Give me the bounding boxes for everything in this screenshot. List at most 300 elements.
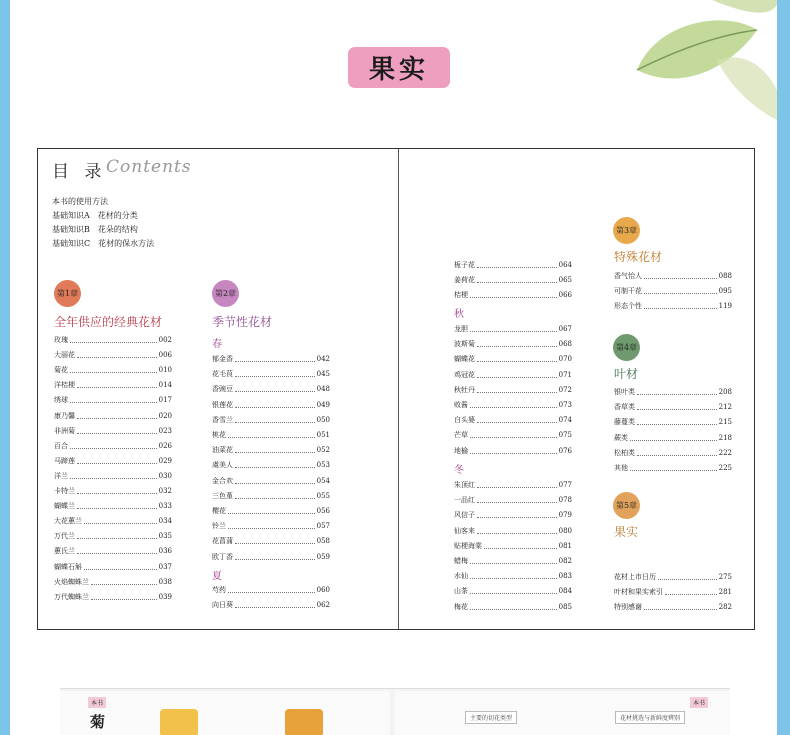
leader-dots bbox=[77, 424, 157, 434]
toc-entry-page: 119 bbox=[718, 302, 732, 311]
leader-dots bbox=[235, 398, 315, 408]
toc-entry-page: 078 bbox=[558, 496, 572, 505]
toc-entry-name: 白头婆 bbox=[454, 416, 475, 425]
leader-dots bbox=[77, 454, 157, 464]
leader-dots bbox=[70, 469, 157, 479]
book-preview-strip bbox=[60, 688, 730, 735]
leader-dots bbox=[470, 569, 557, 579]
toc-entry bbox=[454, 493, 572, 508]
leader-dots bbox=[70, 393, 157, 403]
toc-entry-page: 058 bbox=[316, 537, 330, 546]
toc-entry bbox=[614, 415, 732, 430]
intro-line: 基础知识A 花材的分类 bbox=[52, 211, 138, 220]
toc-entry bbox=[454, 288, 572, 303]
leader-dots bbox=[477, 258, 557, 268]
toc-entry-page: 052 bbox=[316, 446, 330, 455]
toc-entry-page: 095 bbox=[718, 287, 732, 296]
toc-entry-name: 鸡冠花 bbox=[454, 370, 475, 379]
toc-entry bbox=[212, 398, 330, 413]
toc-entry bbox=[454, 368, 572, 383]
toc-entry bbox=[54, 514, 172, 529]
toc-entry-page: 065 bbox=[558, 276, 572, 285]
leader-dots bbox=[477, 383, 557, 393]
toc-entry bbox=[454, 508, 572, 523]
leader-dots bbox=[70, 363, 157, 373]
leader-dots bbox=[77, 378, 157, 388]
toc-entry-name: 百合 bbox=[54, 441, 68, 450]
toc-entry-page: 071 bbox=[558, 370, 572, 379]
toc-entry-page: 056 bbox=[316, 507, 330, 515]
toc-entry bbox=[54, 363, 172, 378]
toc-entry-page: 075 bbox=[558, 431, 572, 440]
preview-glyph: 菊 bbox=[90, 713, 106, 731]
toc-entry bbox=[614, 461, 732, 476]
leader-dots bbox=[470, 428, 557, 438]
leader-dots bbox=[235, 443, 315, 453]
toc-entry bbox=[454, 352, 572, 367]
toc-entry bbox=[454, 322, 572, 337]
chapter-2-badge: 第2章 bbox=[212, 280, 239, 307]
toc-entry-name: 叶材和果实索引 bbox=[614, 588, 663, 597]
toc-entry bbox=[54, 469, 172, 484]
toc-entry bbox=[212, 534, 330, 549]
toc-entry-page: 050 bbox=[316, 415, 330, 424]
preview-tag: 本书 bbox=[690, 697, 708, 708]
toc-entry-page: 282 bbox=[718, 603, 732, 612]
toc-entry-name: 向日葵 bbox=[212, 601, 233, 610]
leader-dots bbox=[77, 348, 157, 358]
toc-entry bbox=[212, 474, 330, 489]
toc-entry-name: 大花蕙兰 bbox=[54, 517, 82, 526]
preview-tag: 本书 bbox=[88, 697, 106, 708]
toc-entry-page: 074 bbox=[558, 416, 572, 425]
chapter-4-title: 叶材 bbox=[614, 367, 639, 381]
leader-dots bbox=[470, 444, 557, 454]
toc-entry-name: 梅花 bbox=[454, 602, 468, 611]
toc-entry bbox=[614, 269, 732, 284]
toc-entry bbox=[212, 550, 330, 565]
toc-entry-name: 康乃馨 bbox=[54, 411, 75, 420]
leader-dots bbox=[84, 560, 157, 570]
leader-dots bbox=[477, 352, 557, 362]
toc-entry-name: 一品红 bbox=[454, 496, 475, 505]
toc-entry-name: 芒草 bbox=[454, 431, 468, 440]
toc-entry-name: 山茶 bbox=[454, 587, 468, 596]
toc-entry-name: 樱花 bbox=[212, 507, 226, 515]
toc-entry bbox=[614, 400, 732, 415]
toc-entry-name: 蕙氏兰 bbox=[54, 547, 75, 556]
toc-entry-name: 铃兰 bbox=[212, 522, 226, 531]
toc-entry bbox=[54, 333, 172, 348]
leader-dots bbox=[77, 544, 157, 554]
toc-entry bbox=[212, 458, 330, 473]
toc-entry bbox=[454, 428, 572, 443]
toc-entry bbox=[614, 585, 732, 600]
toc-entry bbox=[454, 539, 572, 554]
toc-entry bbox=[212, 382, 330, 397]
toc-entry bbox=[212, 428, 330, 443]
toc-entry-page: 084 bbox=[558, 587, 572, 596]
toc-entry-name: 玫瑰 bbox=[54, 336, 68, 344]
toc-entry bbox=[454, 413, 572, 428]
toc-entry bbox=[454, 554, 572, 569]
preview-label: 主要的切花类型 bbox=[465, 711, 517, 724]
toc-entry-name: 花毛茛 bbox=[212, 370, 233, 379]
leader-dots bbox=[77, 484, 157, 494]
toc-entry bbox=[54, 529, 172, 544]
leader-dots bbox=[235, 458, 315, 468]
toc-entry bbox=[54, 348, 172, 363]
toc-entry-page: 026 bbox=[158, 441, 172, 450]
leader-dots bbox=[70, 333, 157, 343]
toc-entry bbox=[54, 499, 172, 514]
toc-entry-page: 281 bbox=[718, 588, 732, 597]
season-autumn: 秋 bbox=[454, 309, 464, 320]
toc-entry-page: 010 bbox=[158, 366, 172, 375]
toc-entry bbox=[212, 519, 330, 534]
leader-dots bbox=[477, 493, 557, 503]
toc-entry-name: 花菖蒲 bbox=[212, 537, 233, 546]
toc-entry-name: 洋桔梗 bbox=[54, 381, 75, 390]
leader-dots bbox=[470, 554, 557, 564]
toc-entry-name: 金合欢 bbox=[212, 476, 233, 485]
toc-entry bbox=[212, 352, 330, 367]
leader-dots bbox=[477, 413, 557, 423]
toc-entry-page: 218 bbox=[718, 433, 732, 442]
leader-dots bbox=[644, 284, 717, 294]
leader-dots bbox=[235, 474, 315, 484]
leader-dots bbox=[91, 575, 157, 585]
toc-entry-page: 037 bbox=[158, 562, 172, 571]
chapter-4-badge: 第4章 bbox=[613, 334, 640, 361]
toc-entry bbox=[54, 484, 172, 499]
toc-entry-page: 017 bbox=[158, 396, 172, 405]
toc-entry-name: 特别感谢 bbox=[614, 603, 642, 612]
book-spine bbox=[398, 149, 399, 629]
leader-dots bbox=[228, 583, 315, 593]
toc-entry-name: 藤蔓类 bbox=[614, 418, 635, 427]
toc-entry-name: 欧丁香 bbox=[212, 552, 233, 561]
toc-entry-name: 郁金香 bbox=[212, 355, 233, 363]
leader-dots bbox=[235, 489, 315, 499]
preview-left-page bbox=[60, 691, 390, 735]
toc-entry-page: 222 bbox=[718, 448, 732, 457]
leader-dots bbox=[477, 273, 557, 283]
toc-entry-page: 020 bbox=[158, 411, 172, 420]
toc-entry-page: 088 bbox=[718, 272, 732, 280]
toc-entry bbox=[54, 393, 172, 408]
toc-script-title: Contents bbox=[106, 157, 192, 177]
toc-entry bbox=[212, 413, 330, 428]
leader-dots bbox=[658, 570, 717, 580]
leader-dots bbox=[235, 550, 315, 560]
toc-entry-page: 085 bbox=[558, 602, 572, 611]
leader-dots bbox=[77, 499, 157, 509]
leader-dots bbox=[637, 400, 717, 410]
toc-entry bbox=[614, 284, 732, 299]
toc-entry bbox=[212, 504, 330, 519]
toc-entry-page: 072 bbox=[558, 385, 572, 394]
toc-entry-page: 038 bbox=[158, 577, 172, 586]
chapter-5-badge: 第5章 bbox=[613, 492, 640, 519]
leader-dots bbox=[644, 299, 717, 309]
toc-entry bbox=[54, 560, 172, 575]
toc-entry bbox=[614, 385, 732, 400]
toc-entry bbox=[454, 524, 572, 539]
toc-entry-name: 秋牡丹 bbox=[454, 385, 475, 394]
toc-entry-name: 大丽花 bbox=[54, 351, 75, 360]
leader-dots bbox=[470, 288, 557, 298]
leader-dots bbox=[91, 590, 157, 600]
toc-entry-page: 045 bbox=[316, 370, 330, 379]
toc-entry-name: 万代兰 bbox=[54, 532, 75, 541]
toc-entry-page: 077 bbox=[558, 481, 572, 489]
toc-book-spread bbox=[37, 148, 755, 630]
toc-entry-name: 朱顶红 bbox=[454, 481, 475, 489]
toc-entry-page: 076 bbox=[558, 446, 572, 455]
leader-dots bbox=[644, 600, 717, 610]
toc-entry-name: 卡特兰 bbox=[54, 487, 75, 495]
toc-entry bbox=[614, 600, 732, 615]
leader-dots bbox=[228, 504, 315, 514]
toc-entry bbox=[614, 446, 732, 461]
toc-entry-page: 066 bbox=[558, 291, 572, 300]
toc-entry-name: 姜荷花 bbox=[454, 276, 475, 285]
toc-entry-name: 香草类 bbox=[614, 403, 635, 412]
intro-line: 基础知识B 花朵的结构 bbox=[52, 225, 138, 234]
preview-flower-image bbox=[285, 709, 323, 735]
toc-entry bbox=[54, 409, 172, 424]
leader-dots bbox=[70, 439, 157, 449]
toc-entry-page: 030 bbox=[158, 471, 172, 480]
toc-entry-page: 051 bbox=[316, 431, 330, 439]
toc-entry-name: 香豌豆 bbox=[212, 385, 233, 394]
toc-entry-page: 032 bbox=[158, 487, 172, 495]
leader-dots bbox=[630, 431, 717, 441]
toc-entry-page: 062 bbox=[316, 601, 330, 610]
toc-entry-name: 芍药 bbox=[212, 586, 226, 594]
toc-entry bbox=[454, 337, 572, 352]
leader-dots bbox=[470, 398, 557, 408]
leader-dots bbox=[235, 382, 315, 392]
toc-entry-name: 可制干花 bbox=[614, 287, 642, 296]
toc-entry-name: 虞美人 bbox=[212, 461, 233, 470]
toc-entry-name: 蜡梅 bbox=[454, 557, 468, 565]
toc-entry-name: 松柏类 bbox=[614, 448, 635, 457]
page-title: 果实 bbox=[348, 47, 450, 88]
toc-entry-name: 马蹄莲 bbox=[54, 456, 75, 465]
toc-entry bbox=[454, 569, 572, 584]
toc-entry-name: 波斯菊 bbox=[454, 340, 475, 349]
toc-entry bbox=[614, 431, 732, 446]
toc-entry-name: 万代蜘蛛兰 bbox=[54, 592, 89, 601]
toc-entry-page: 215 bbox=[718, 418, 732, 427]
toc-entry-name: 火焰蜘蛛兰 bbox=[54, 577, 89, 586]
toc-entry-page: 039 bbox=[158, 592, 172, 601]
toc-entry-name: 银叶类 bbox=[614, 388, 635, 396]
toc-entry bbox=[212, 489, 330, 504]
chapter-1-badge: 第1章 bbox=[54, 280, 81, 307]
chapter-2-title: 季节性花材 bbox=[212, 315, 273, 329]
toc-entry bbox=[614, 299, 732, 314]
leader-dots bbox=[228, 428, 315, 438]
leader-dots bbox=[235, 598, 315, 608]
toc-entry-name: 蕨类 bbox=[614, 433, 628, 442]
toc-entry-name: 栀子花 bbox=[454, 261, 475, 269]
toc-entry-page: 212 bbox=[718, 403, 732, 412]
chapter-1-title: 全年供应的经典花材 bbox=[54, 315, 163, 329]
toc-entry-page: 225 bbox=[718, 464, 732, 472]
leaf-illustration bbox=[617, 0, 777, 120]
leader-dots bbox=[77, 409, 157, 419]
leader-dots bbox=[477, 524, 557, 534]
toc-entry-name: 香气怡人 bbox=[614, 272, 642, 280]
toc-entry-page: 073 bbox=[558, 401, 572, 409]
toc-entry-name: 龙胆 bbox=[454, 325, 468, 333]
chapter-5-title: 果实 bbox=[614, 525, 639, 539]
toc-entry-name: 香雪兰 bbox=[212, 415, 233, 424]
toc-intro bbox=[52, 195, 154, 251]
toc-entry-page: 014 bbox=[158, 381, 172, 390]
toc-entry-page: 055 bbox=[316, 491, 330, 500]
toc-entry-page: 054 bbox=[316, 476, 330, 485]
toc-entry-page: 033 bbox=[158, 502, 172, 511]
toc-entry-name: 蝴蝶花 bbox=[454, 355, 475, 364]
toc-entry bbox=[212, 443, 330, 458]
toc-entry-name: 非洲菊 bbox=[54, 426, 75, 435]
toc-entry bbox=[454, 398, 572, 413]
toc-entry-name: 洋兰 bbox=[54, 471, 68, 480]
toc-entry-name: 蝴蝶兰 bbox=[54, 502, 75, 511]
toc-entry-page: 208 bbox=[718, 388, 732, 396]
toc-entry bbox=[614, 570, 732, 585]
toc-entry-page: 002 bbox=[158, 336, 172, 344]
chapter-3-badge: 第3章 bbox=[613, 217, 640, 244]
toc-entry bbox=[454, 600, 572, 615]
toc-title: 目 录 bbox=[52, 162, 107, 182]
toc-entry-name: 绣球 bbox=[54, 396, 68, 405]
toc-entry-name: 败酱 bbox=[454, 401, 468, 409]
toc-entry-name: 桔梗 bbox=[454, 291, 468, 300]
toc-entry bbox=[54, 439, 172, 454]
leader-dots bbox=[235, 534, 315, 544]
leader-dots bbox=[637, 385, 717, 395]
toc-entry-page: 053 bbox=[316, 461, 330, 470]
leader-dots bbox=[637, 415, 717, 425]
toc-entry bbox=[54, 590, 172, 605]
toc-entry-page: 064 bbox=[558, 261, 572, 269]
preview-label: 花材挑选与新鲜度辨别 bbox=[615, 711, 685, 724]
season-summer: 夏 bbox=[212, 571, 222, 582]
toc-entry-page: 068 bbox=[558, 340, 572, 349]
leader-dots bbox=[477, 508, 557, 518]
toc-entry-page: 034 bbox=[158, 517, 172, 526]
leader-dots bbox=[665, 585, 717, 595]
intro-line: 基础知识C 花材的保水方法 bbox=[52, 239, 155, 248]
toc-entry-page: 029 bbox=[158, 456, 172, 465]
toc-entry bbox=[454, 258, 572, 273]
leader-dots bbox=[644, 269, 717, 279]
leader-dots bbox=[477, 368, 557, 378]
toc-entry bbox=[454, 584, 572, 599]
toc-entry-name: 风信子 bbox=[454, 511, 475, 520]
toc-entry-name: 三色堇 bbox=[212, 491, 233, 500]
leader-dots bbox=[235, 367, 315, 377]
toc-entry-name: 菊花 bbox=[54, 366, 68, 375]
toc-entry-page: 060 bbox=[316, 586, 330, 594]
toc-entry-page: 035 bbox=[158, 532, 172, 541]
toc-entry-name: 花材上市日历 bbox=[614, 573, 656, 581]
leader-dots bbox=[470, 600, 557, 610]
toc-entry-name: 蝴蝶石斛 bbox=[54, 562, 82, 571]
toc-entry bbox=[54, 544, 172, 559]
toc-entry bbox=[54, 424, 172, 439]
toc-entry-page: 006 bbox=[158, 351, 172, 360]
toc-entry bbox=[212, 367, 330, 382]
leader-dots bbox=[84, 514, 157, 524]
season-winter: 冬 bbox=[454, 465, 464, 476]
toc-entry-page: 082 bbox=[558, 557, 572, 565]
toc-entry-name: 贴梗海棠 bbox=[454, 541, 482, 550]
toc-entry-page: 079 bbox=[558, 511, 572, 520]
toc-entry-page: 081 bbox=[558, 541, 572, 550]
toc-entry-page: 083 bbox=[558, 572, 572, 581]
toc-entry-name: 油菜花 bbox=[212, 446, 233, 455]
toc-entry-page: 059 bbox=[316, 552, 330, 561]
leader-dots bbox=[228, 519, 315, 529]
season-spring: 春 bbox=[212, 339, 222, 350]
toc-entry-name: 桃花 bbox=[212, 431, 226, 439]
toc-entry bbox=[454, 383, 572, 398]
leader-dots bbox=[630, 461, 717, 471]
leader-dots bbox=[477, 478, 557, 488]
toc-entry-page: 275 bbox=[718, 573, 732, 581]
leader-dots bbox=[637, 446, 717, 456]
toc-entry-page: 023 bbox=[158, 426, 172, 435]
toc-entry-page: 057 bbox=[316, 522, 330, 531]
leader-dots bbox=[470, 584, 557, 594]
toc-entry-page: 048 bbox=[316, 385, 330, 394]
leader-dots bbox=[235, 352, 315, 362]
preview-flower-image bbox=[160, 709, 198, 735]
toc-entry-name: 其他 bbox=[614, 464, 628, 472]
toc-entry bbox=[454, 444, 572, 459]
toc-entry-name: 仙客来 bbox=[454, 526, 475, 535]
toc-entry-name: 形态个性 bbox=[614, 302, 642, 311]
leader-dots bbox=[235, 413, 315, 423]
leader-dots bbox=[77, 529, 157, 539]
intro-line: 本书的使用方法 bbox=[52, 197, 108, 206]
toc-entry bbox=[212, 598, 330, 613]
toc-entry bbox=[54, 454, 172, 469]
toc-entry bbox=[454, 478, 572, 493]
toc-entry bbox=[212, 583, 330, 598]
leader-dots bbox=[477, 337, 557, 347]
toc-entry-name: 银莲花 bbox=[212, 400, 233, 409]
toc-entry-page: 070 bbox=[558, 355, 572, 364]
toc-entry bbox=[454, 273, 572, 288]
toc-entry-page: 042 bbox=[316, 355, 330, 363]
page-sheet bbox=[10, 0, 777, 735]
toc-entry-name: 水仙 bbox=[454, 572, 468, 581]
toc-entry-page: 036 bbox=[158, 547, 172, 556]
toc-entry-page: 049 bbox=[316, 400, 330, 409]
toc-entry bbox=[54, 378, 172, 393]
toc-entry bbox=[54, 575, 172, 590]
toc-entry-page: 067 bbox=[558, 325, 572, 333]
preview-right-page bbox=[395, 691, 730, 735]
toc-entry-name: 地榆 bbox=[454, 446, 468, 455]
